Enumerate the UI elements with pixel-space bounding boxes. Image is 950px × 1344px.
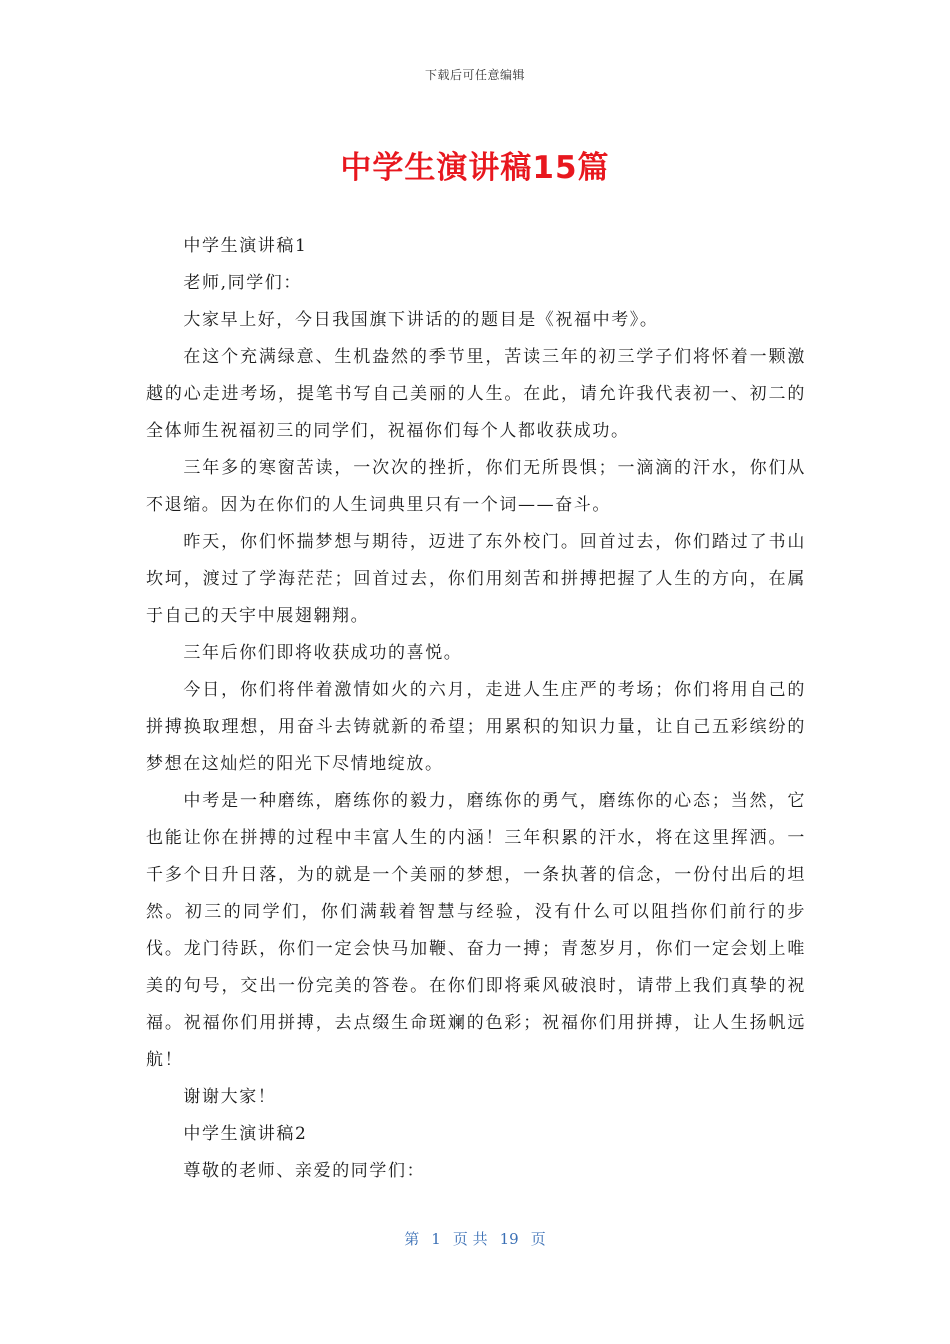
paragraph-thanks: 谢谢大家！ <box>183 1087 277 1107</box>
paragraph-body: 在这个充满绿意、生机盎然的季节里，苦读三年的初三学子们将怀着一颗激越的心走进考场，提笔书写自己美丽的人生。在此，请允许我代表初一、初二的全体师生祝福初三的同学们，祝福你们每个人都收获成功。 <box>146 347 806 441</box>
paragraph-salutation: 尊敬的老师、亲爱的同学们： <box>183 1161 426 1181</box>
footer-page-suffix: 页 <box>530 1230 546 1248</box>
footer-page-prefix: 第 <box>404 1230 420 1248</box>
header-note: 下载后可任意编辑 <box>424 68 525 82</box>
page-footer <box>0 1228 950 1249</box>
paragraph-greeting: 大家早上好，今日我国旗下讲话的的题目是《祝福中考》。 <box>183 310 659 330</box>
paragraph-speech-1-heading: 中学生演讲稿1 <box>183 236 308 256</box>
paragraph-body: 昨天，你们怀揣梦想与期待，迈进了东外校门。回首过去，你们踏过了书山坎坷，渡过了学海茫茫；回首过去，你们用刻苦和拼搏把握了人生的方向，在属于自己的天宇中展翅翱翔。 <box>146 532 806 626</box>
footer-page-middle: 页 共 <box>452 1230 488 1248</box>
paragraph-body: 今日，你们将伴着激情如火的六月，走进人生庄严的考场；你们将用自己的拼搏换取理想，用奋斗去铸就新的希望；用累积的知识力量，让自己五彩缤纷的梦想在这灿烂的阳光下尽情地绽放。 <box>146 680 806 774</box>
document-title: 中学生演讲稿15篇 <box>340 150 610 186</box>
paragraph-speech-2-heading: 中学生演讲稿2 <box>183 1124 308 1144</box>
paragraph-body: 中考是一种磨练，磨练你的毅力，磨练你的勇气，磨练你的心态；当然，它也能让你在拼搏的过程中丰富人生的内涵！三年积累的汗水，将在这里挥洒。一千多个日升日落，为的就是一个美丽的梦想，一条执著的信念，一份付出后的坦然。初三的同学们，你们满载着智慧与经验，没有什么可以阻挡你们前行的步伐。龙门待跃，你们一定会快马加鞭、奋力一搏；青葱岁月，你们一定会划上唯美的句号，交出一份完美的答卷。在你们即将乘风破浪时，请带上我们真挚的祝福。祝福你们用拼搏，去点缀生命斑斓的色彩；祝福你们用拼搏，让人生扬帆远航！ <box>146 791 806 1070</box>
footer-page-number: 1 <box>431 1230 441 1248</box>
paragraph-body: 三年后你们即将收获成功的喜悦。 <box>183 643 463 663</box>
paragraph-salutation: 老师,同学们： <box>183 273 302 293</box>
footer-total-pages: 19 <box>499 1230 519 1248</box>
paragraph-body: 三年多的寒窗苦读，一次次的挫折，你们无所畏惧；一滴滴的汗水，你们从不退缩。因为在你们的人生词典里只有一个词——奋斗。 <box>146 458 806 515</box>
document-body <box>146 228 806 1190</box>
